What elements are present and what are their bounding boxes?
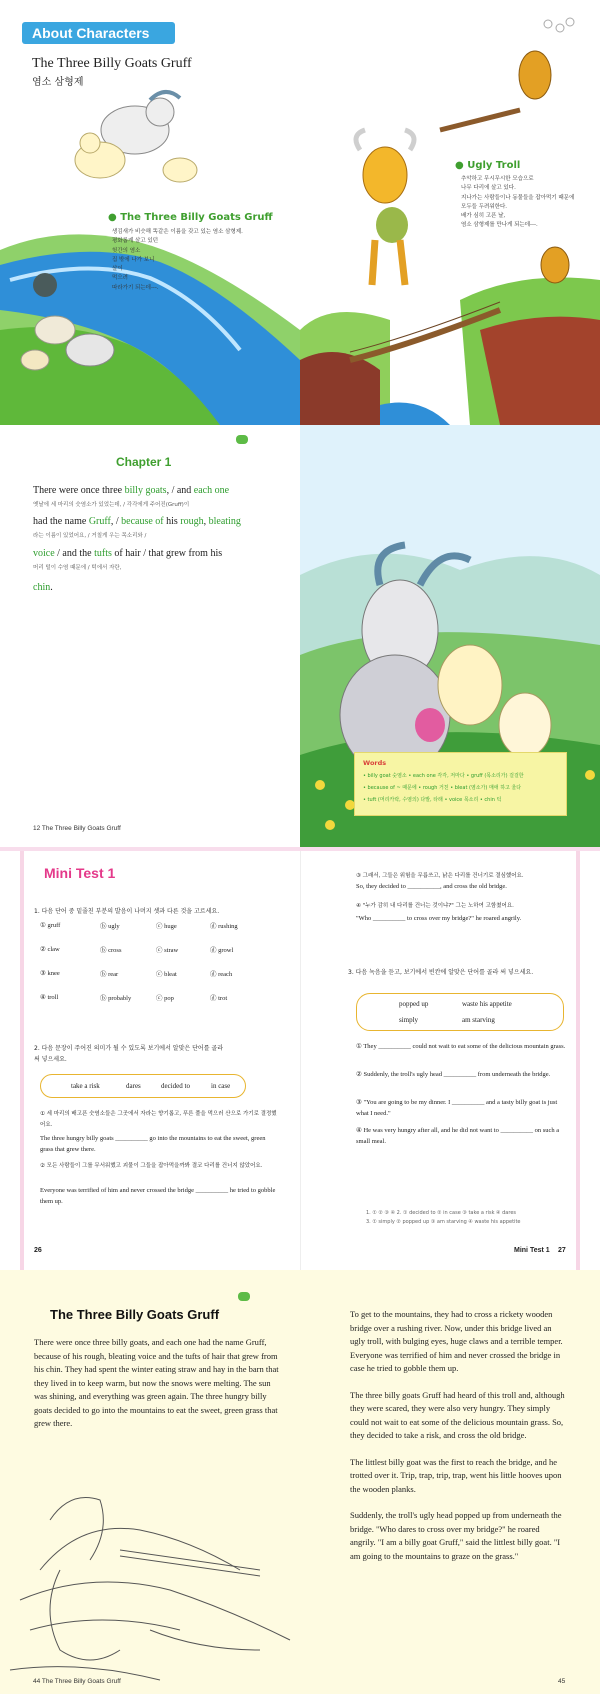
question-2-item-2-ko: ② 모든 사람들이 그를 무서워했고 괴물이 그들을 잡아먹을까봐 결코 다리를 건너지 않았어요. xyxy=(40,1163,263,1169)
page-number-right: 27 xyxy=(558,1247,566,1254)
word-option: in case xyxy=(211,1082,231,1090)
story-paragraph: To get to the mountains, they had to cross a rickety wooden bridge over a rushing river. Now, under this bridge lived an ugly troll, with bulging eyes, huge claws and a terrible temper. Everyone was terrified of him and never crossed the bridge in case he tried to gobble them up. xyxy=(350,1309,563,1373)
story-paragraph: The three billy goats Gruff had heard of this troll and, although they were scared, they were also very hungry. They simply could not wait to eat some of the delicious mountain grass. So, they decided to take a risk, and cross the old bridge. xyxy=(350,1389,565,1440)
page-footer-left: 44 The Three Billy Goats Gruff xyxy=(33,1678,121,1685)
left-margin-stripe xyxy=(20,851,24,1270)
word-option: simply xyxy=(399,1016,419,1024)
question-1-option[interactable]: ④ troll xyxy=(40,994,59,1001)
right-margin-stripe xyxy=(576,851,580,1270)
story-page xyxy=(0,1270,600,1694)
question-1-option[interactable]: ⓒ straw xyxy=(156,947,179,954)
text-line-3: voice / and the tufts of hair / that grew from his xyxy=(33,548,223,559)
mini-test-title: Mini Test 1 xyxy=(44,865,116,881)
question-2-item-4: "Who __________ to cross over my bridge?" he roared angrily. xyxy=(356,915,522,922)
story-paragraph: The littlest billy goat was the first to reach the bridge, and he trotted over it. Trip, trap, trip, trap, went his little hooves upon the wooden planks. xyxy=(350,1456,562,1494)
words-line: • because of ~ 때문에 • rough 거친 • bleat (염소가) 매애 하고 울다 xyxy=(363,785,522,791)
story-left-paragraph: There were once three billy goats, and each one had the name Gruff, because of his rough, bleating voice and the tufts of hair that grew from his chin. They had spent the winter eating straw and hay in the barn that they lived in to keep warm, but now the snows were melting. The sun was shining, and everything was green again. The three hungry billy goats decided to go into the mountains to eat the sweet, green grass that grew there. xyxy=(34,1337,279,1428)
word-option: popped up xyxy=(399,1000,429,1008)
page-title: The Three Billy Goats Gruff xyxy=(32,56,192,71)
question-3-item-3: ③ "You are going to be my dinner. I __________ and a tasty billy goat is just what I need." xyxy=(356,1099,558,1117)
question-1-option[interactable]: ⓒ pop xyxy=(156,995,174,1002)
translation-line-1: 옛날에 세 마리의 숫염소가 있었는데, / 각각에게 주어진(Gruff)이 xyxy=(33,502,190,508)
chapter-heading: Chapter 1 xyxy=(116,455,172,469)
word-option: waste his appetite xyxy=(462,1000,512,1008)
word-option: am starving xyxy=(462,1016,495,1024)
question-1-option[interactable]: ⓑ probably xyxy=(100,995,132,1002)
goats-description: 생김새가 비슷해 똑같은 이름을 갖고 있는 염소 삼형제. 평화롭게 살고 있던 헛간의 염소 집 밖에 나가 보니 살이 먹으려 따라가기 되는데---. xyxy=(112,229,243,291)
page-footer: 12 The Three Billy Goats Gruff xyxy=(33,825,121,832)
question-1: 1. 다음 단어 중 밑줄친 부분의 발음이 나머지 셋과 다른 것을 고르세요. xyxy=(34,908,220,915)
story-title: The Three Billy Goats Gruff xyxy=(50,1307,220,1322)
translation-line-2: 라는 이름이 있었어요, / 거칠게 우는 목소리와 / xyxy=(33,533,147,539)
question-1-option[interactable]: ③ knee xyxy=(40,970,60,977)
question-2-item-1: The three hungry billy goats __________ go into the mountains to eat the sweet, green grass that grew there. xyxy=(40,1135,266,1153)
audio-badge xyxy=(236,435,248,444)
question-1-option[interactable]: ⓓ reach xyxy=(210,971,233,978)
page-footer-right: 45 xyxy=(558,1678,566,1685)
question-3: 3. 다음 녹음을 듣고, 보기에서 빈칸에 알맞은 단어를 골라 써 넣으세요. xyxy=(348,969,534,976)
about-characters-tab: About Characters xyxy=(22,22,175,44)
mini-test-page xyxy=(0,847,600,1270)
page-label-right: Mini Test 1 xyxy=(514,1247,550,1254)
words-line: • tuft (머리카락, 수염의) 다발, 타래 • voice 목소리 • chin 턱 xyxy=(363,797,502,803)
troll-heading: ● Ugly Troll xyxy=(455,160,521,171)
troll-description: 추악하고 무시무시한 모습으로 나무 다리에 살고 있다. 지나가는 사람들이나 동물들을 잡아먹기 때문에 모두들 두려워한다. 배가 심히 고픈 날, 염소 삼형제를 만나게 되는데---. xyxy=(461,176,575,229)
question-1-option[interactable]: ⓑ cross xyxy=(100,947,122,954)
question-3-item-4: ④ He was very hungry after all, and he did not want to __________ on such a small meal. xyxy=(356,1127,560,1145)
translation-line-3: 머리 털이 수염 때문에 / 턱에서 자란, xyxy=(33,565,122,571)
question-3-item-1: ① They __________ could not wait to eat some of the delicious mountain grass. xyxy=(356,1043,566,1050)
question-3-word-box xyxy=(356,993,564,1031)
story-paragraph: Suddenly, the troll's ugly head popped up from underneath the bridge. "Who dares to cross over my bridge?" he roared angrily. "I am a billy goat Gruff," said the littlest billy goat. "I am going to the mountains to graze on the grass." xyxy=(350,1510,562,1561)
question-2-item-1-ko: ① 세 마리의 배고픈 숫염소들은 그곳에서 자라는 향기롭고, 푸른 풀을 먹으러 산으로 가기로 결정했어요. xyxy=(40,1111,277,1128)
page-number-left: 26 xyxy=(34,1247,42,1254)
question-1-option[interactable]: ⓒ huge xyxy=(156,923,177,930)
text-line-4: chin. xyxy=(33,582,53,593)
question-1-option[interactable]: ⓓ trot xyxy=(210,995,228,1002)
line-art-illustration xyxy=(0,1270,300,1694)
question-1-option[interactable]: ⓑ ugly xyxy=(100,923,120,930)
word-option: dares xyxy=(126,1082,141,1090)
word-option: take a risk xyxy=(71,1082,100,1090)
question-1-option[interactable]: ② claw xyxy=(40,946,60,953)
question-2-word-box xyxy=(40,1074,246,1098)
answer-key: 1. ① ② ③ ④ 2. ① decided to ② in case ③ take a risk ④ dares 3. ① simply ② popped up ③ am starving ④ waste his appetite xyxy=(366,1210,521,1225)
page-subtitle: 염소 삼형제 xyxy=(32,77,84,88)
question-1-option[interactable]: ⓒ bleat xyxy=(156,971,177,978)
question-1-option[interactable]: ⓓ growl xyxy=(210,947,234,954)
text-line-1: There were once three billy goats, / and each one xyxy=(33,485,230,496)
question-2: 2. 다음 문장이 주어진 의미가 될 수 있도록 보기에서 알맞은 단어를 골라 써 넣으세요. xyxy=(34,1045,223,1063)
question-2-item-2: Everyone was terrified of him and never crossed the bridge __________ he tried to gobble them up. xyxy=(40,1187,276,1205)
goats-heading: ● The Three Billy Goats Gruff xyxy=(108,212,273,223)
question-1-option[interactable]: ⓑ rear xyxy=(100,971,119,978)
about-characters-page xyxy=(0,0,600,425)
question-1-option[interactable]: ⓓ rushing xyxy=(210,923,238,930)
words-box xyxy=(354,752,567,816)
words-line: • billy goat 숫염소 • each one 각각, 저마다 • gruff (목소리가) 걸걸한 xyxy=(363,773,524,779)
question-2-item-3-ko: ③ 그래서, 그들은 위험을 무릅쓰고, 낡은 다리를 건너기로 결심했어요. xyxy=(356,873,524,879)
question-2-item-4-ko: ④ "누가 감히 내 다리를 건너는 것이냐?" 그는 노하여 고함쳤어요. xyxy=(356,903,514,909)
chapter-1-page xyxy=(0,425,600,847)
word-option: decided to xyxy=(161,1082,190,1090)
page-divider xyxy=(300,851,301,1270)
question-3-item-2: ② Suddenly, the troll's ugly head __________ from underneath the bridge. xyxy=(356,1071,551,1078)
question-1-option[interactable]: ① gruff xyxy=(40,922,61,929)
audio-badge xyxy=(238,1292,250,1301)
words-heading: Words xyxy=(363,759,387,767)
story-right-column xyxy=(350,1308,565,1563)
text-line-2: had the name Gruff, / because of his rough, bleating xyxy=(33,516,241,527)
question-2-item-3: So, they decided to __________, and cross the old bridge. xyxy=(356,883,507,890)
